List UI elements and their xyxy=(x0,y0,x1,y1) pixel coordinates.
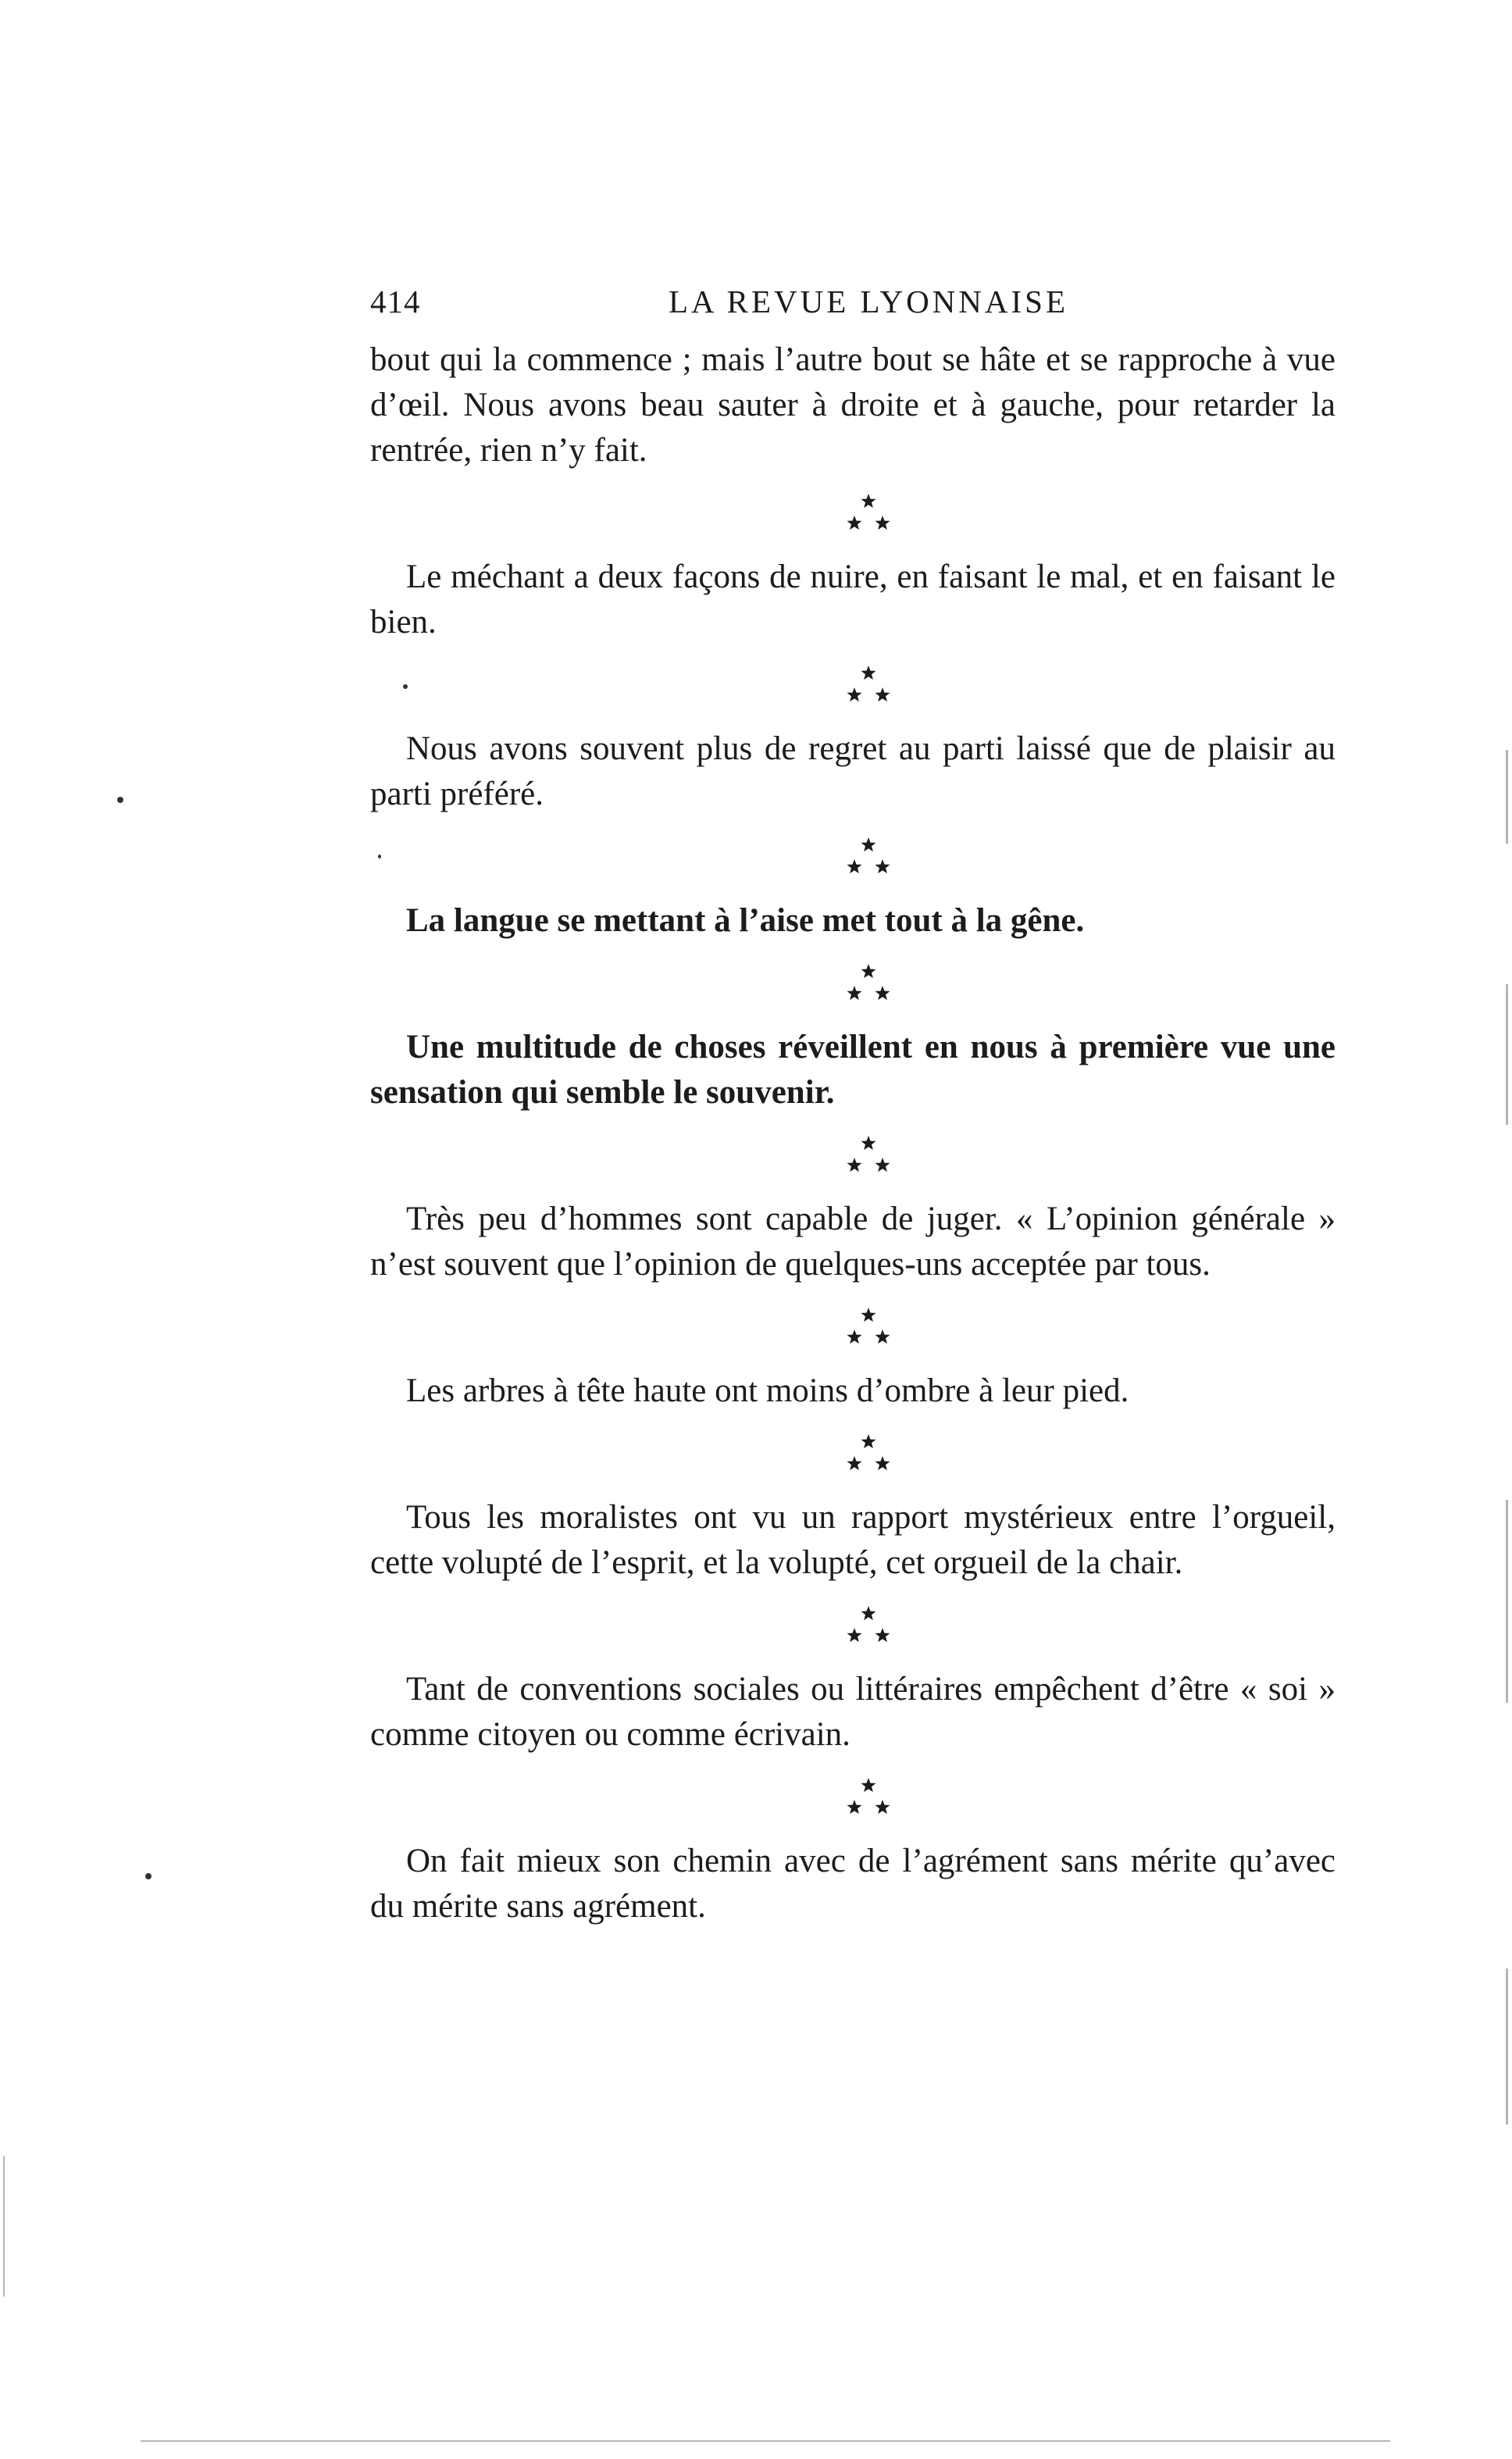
star-glyph xyxy=(861,666,875,680)
star-glyph xyxy=(861,964,875,978)
paragraph: Le méchant a deux façons de nuire, en faisant le mal, et en faisant le bien. xyxy=(370,559,1335,641)
paragraph: La langue se mettant à l’aise met tout à la gêne. xyxy=(406,902,1085,939)
page-number: 414 xyxy=(370,284,421,319)
scan-edge-line xyxy=(1506,1968,1508,2125)
paragraph: Tant de conventions sociales ou littéraires empêchent d’être « soi » comme citoyen ou comme écrivain. xyxy=(370,1671,1335,1753)
star-glyph xyxy=(875,516,890,530)
journal-title: LA REVUE LYONNAISE xyxy=(668,284,1069,319)
scan-edge-line xyxy=(3,2156,5,2297)
asterism-icon xyxy=(837,1601,900,1651)
star-glyph xyxy=(847,1628,861,1642)
asterism-separator xyxy=(370,473,1335,555)
star-glyph xyxy=(861,1136,875,1150)
asterism-svg xyxy=(837,1429,900,1479)
star-glyph xyxy=(847,1158,861,1172)
paragraph: On fait mieux son chemin avec de l’agrément sans mérite qu’avec du mérite sans agrément. xyxy=(370,1843,1335,1925)
asterism-svg xyxy=(837,1773,900,1823)
scan-edge-line xyxy=(141,2440,1390,2442)
scan-edge-line xyxy=(1506,1500,1508,1703)
asterism-icon xyxy=(837,489,900,539)
asterism-svg xyxy=(837,1601,900,1651)
asterism-icon xyxy=(837,1429,900,1479)
asterism-svg xyxy=(837,1131,900,1181)
asterism-svg xyxy=(837,489,900,539)
star-glyph xyxy=(861,1606,875,1620)
asterism-separator xyxy=(370,1414,1335,1495)
asterism-icon xyxy=(837,1303,900,1353)
asterism-icon xyxy=(837,1773,900,1823)
star-glyph xyxy=(861,1434,875,1448)
star-glyph xyxy=(847,516,861,530)
asterism-svg xyxy=(837,1303,900,1353)
star-glyph xyxy=(847,1800,861,1814)
asterism-icon xyxy=(837,1131,900,1181)
asterism-icon xyxy=(837,959,900,1009)
scan-edge-line xyxy=(1506,750,1508,844)
asterism-icon xyxy=(837,661,900,711)
asterism-separator xyxy=(370,1758,1335,1839)
star-glyph xyxy=(861,494,875,508)
body-text xyxy=(370,337,1335,1929)
scan-speck xyxy=(145,1873,152,1879)
asterism-separator xyxy=(370,817,1335,898)
asterism-separator xyxy=(370,1586,1335,1667)
paragraph: Nous avons souvent plus de regret au parti laissé que de plaisir au parti préféré. xyxy=(370,730,1335,812)
star-glyph xyxy=(875,859,890,873)
star-glyph xyxy=(847,687,861,701)
scan-speck xyxy=(403,684,408,689)
scan-edge-line xyxy=(1506,984,1508,1125)
asterism-separator xyxy=(370,944,1335,1025)
star-glyph xyxy=(861,1308,875,1322)
star-glyph xyxy=(875,1329,890,1344)
asterism-svg xyxy=(837,833,900,883)
paragraph: bout qui la commence ; mais l’autre bout se hâte et se rapproche à vue d’œil. Nous avons beau sauter à droite et à gauche, pour retarder la rentrée, rien n’y fait. xyxy=(370,341,1335,469)
scan-speck xyxy=(117,797,123,803)
asterism-separator xyxy=(370,645,1335,726)
running-head xyxy=(370,283,1335,330)
star-glyph xyxy=(875,1628,890,1642)
star-glyph xyxy=(875,986,890,1000)
paragraph: Tous les moralistes ont vu un rapport mystérieux entre l’orgueil, cette volupté de l’esprit, et la volupté, cet orgueil de la chair. xyxy=(370,1499,1335,1581)
star-glyph xyxy=(875,1158,890,1172)
star-glyph xyxy=(847,1456,861,1470)
paragraph: Les arbres à tête haute ont moins d’ombre à leur pied. xyxy=(406,1372,1129,1409)
star-glyph xyxy=(875,1456,890,1470)
asterism-svg xyxy=(837,661,900,711)
asterism-svg xyxy=(837,959,900,1009)
star-glyph xyxy=(861,837,875,851)
star-glyph xyxy=(847,1329,861,1344)
asterism-separator xyxy=(370,1115,1335,1197)
star-glyph xyxy=(875,1800,890,1814)
star-glyph xyxy=(875,687,890,701)
star-glyph xyxy=(861,1778,875,1792)
asterism-separator xyxy=(370,1287,1335,1369)
paragraph: Très peu d’hommes sont capable de juger. « L’opinion générale » n’est souvent que l’opinion de quelques-uns acceptée par tous. xyxy=(370,1201,1335,1283)
star-glyph xyxy=(847,986,861,1000)
paragraph: Une multitude de choses réveillent en nous à première vue une sensation qui semble le souvenir. xyxy=(370,1029,1335,1111)
scan-speck xyxy=(378,855,381,858)
asterism-icon xyxy=(837,833,900,883)
star-glyph xyxy=(847,859,861,873)
